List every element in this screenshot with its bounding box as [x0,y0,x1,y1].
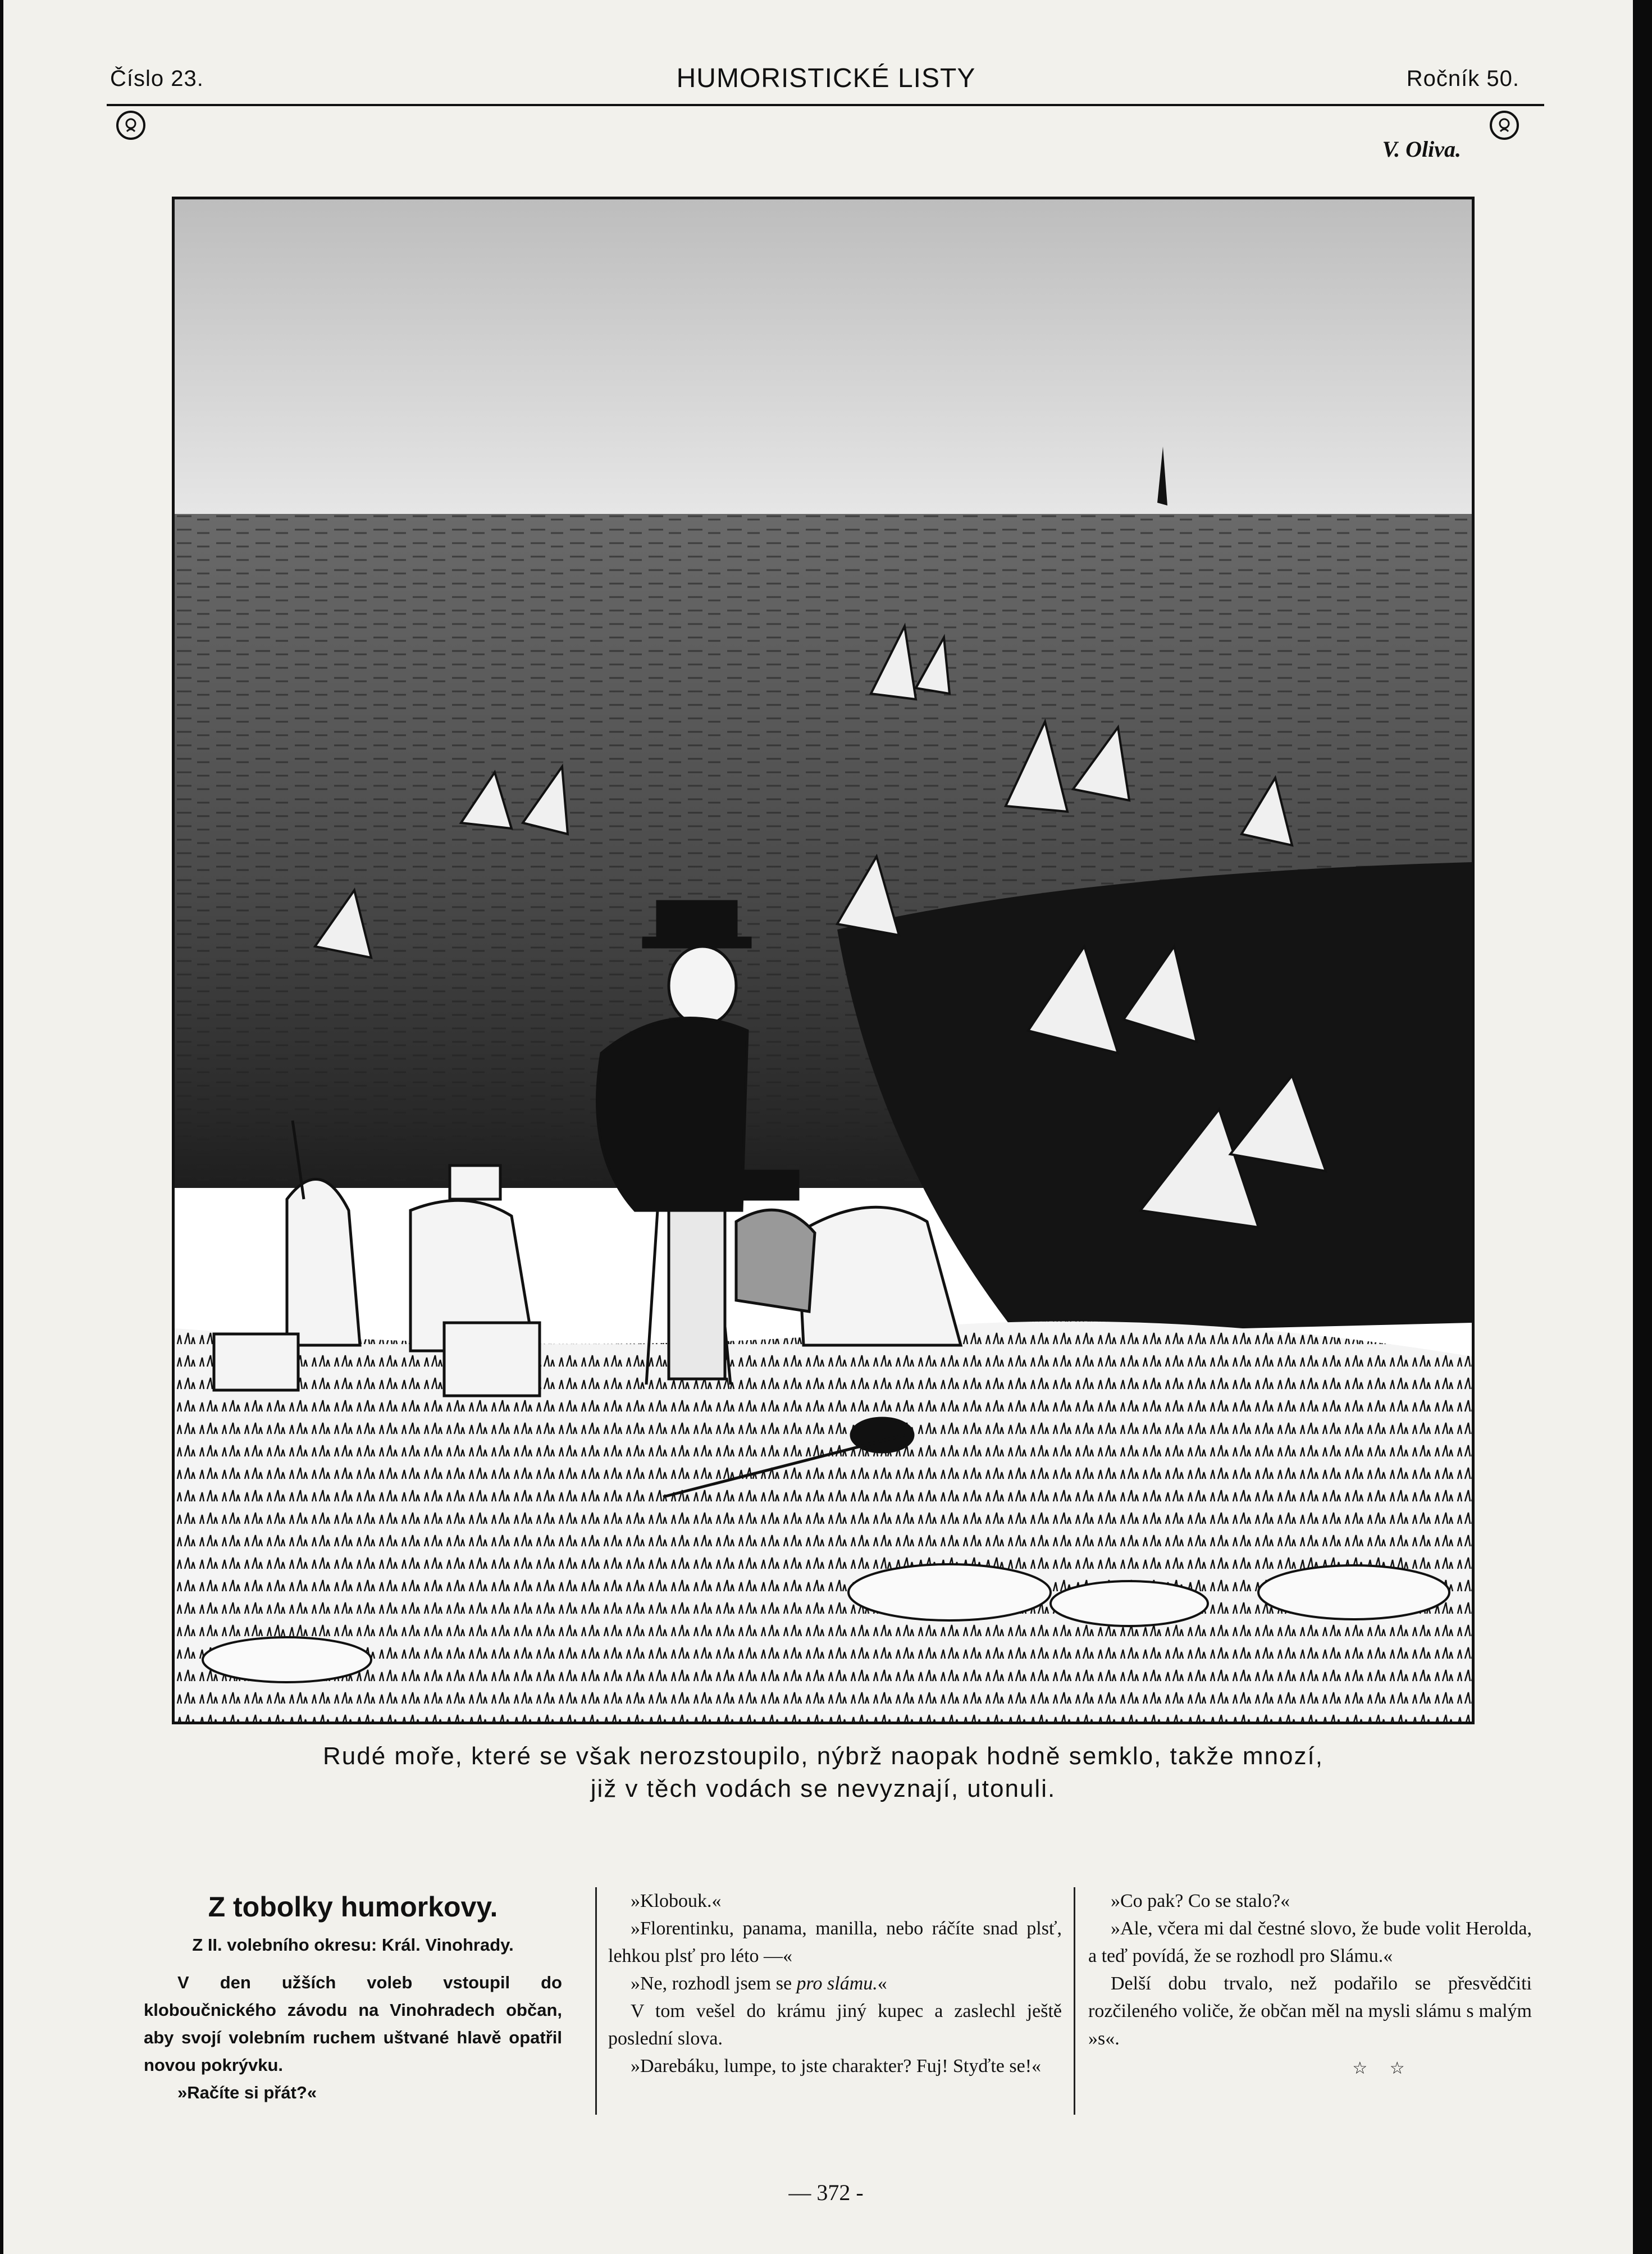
article-subtitle: Z II. volebního okresu: Král. Vinohrady. [192,1935,514,1955]
paragraph: »Klobouk.« [631,1891,722,1911]
paragraph-text: « [877,1973,887,1994]
illustration-caption [172,1740,1475,1805]
paragraph: »Darebáku, lumpe, to jste charakter? Fuj! Styďte se!« [631,2056,1042,2077]
cartoon-illustration [172,197,1475,1724]
ornament-left-icon [113,107,148,142]
paragraph: V den užších voleb vstoupil do kloboučnického závodu na Vinohradech občan, aby svojí volebním ruchem uštvané hlavě opatřil novou pokrývku. [144,1973,562,2075]
paragraph-text: »Ne, rozhodl jsem se [631,1973,797,1994]
caption-line-2: již v těch vodách se nevyznají, utonuli. [590,1775,1056,1802]
paragraph: V tom vešel do krámu jiný kupec a zaslechl ještě poslední slova. [608,2001,1062,2049]
article-column-3 [1088,1887,1532,2082]
ornament-right-icon [1487,107,1522,142]
paragraph: Delší dobu trvalo, než podařilo se přesvědčiti rozčileného voliče, že občan měl na mysli slámu s malým »s«. [1088,1973,1532,2049]
journal-title: HUMORISTICKÉ LISTY [676,63,976,93]
article-title: Z tobolky humorkovy. [208,1891,498,1923]
volume-number: Ročník 50. [1406,66,1519,91]
emphasis-text: pro slámu. [796,1973,878,1994]
column-divider [1074,1887,1075,2115]
scan-edge-right [1633,0,1652,2254]
paragraph [608,1970,1062,1997]
header-rule [107,104,1544,106]
artist-signature: V. Oliva. [1382,136,1461,162]
scan-edge-left [0,0,3,2254]
star-ornament-icon: ☆ ☆ [1352,2059,1414,2078]
paragraph: »Ale, včera mi dal čestné slovo, že bude volit Herolda, a teď povídá, že se rozhodl pro Slámu.« [1088,1918,1532,1966]
caption-line-1: Rudé moře, které se však nerozstoupilo, nýbrž naopak hodně semklo, takže mnozí, [323,1742,1324,1770]
issue-number: Číslo 23. [110,66,204,91]
page-number: — 372 - [788,2180,864,2205]
paragraph: »Co pak? Co se stalo?« [1111,1891,1290,1911]
article-column-1 [144,1887,562,2106]
paragraph: »Florentinku, panama, manilla, nebo ráčíte snad plsť, lehkou plsť pro léto —« [608,1918,1062,1966]
paragraph: »Račíte si přát?« [177,2083,317,2102]
column-divider [595,1887,597,2115]
article-column-2 [608,1887,1062,2080]
